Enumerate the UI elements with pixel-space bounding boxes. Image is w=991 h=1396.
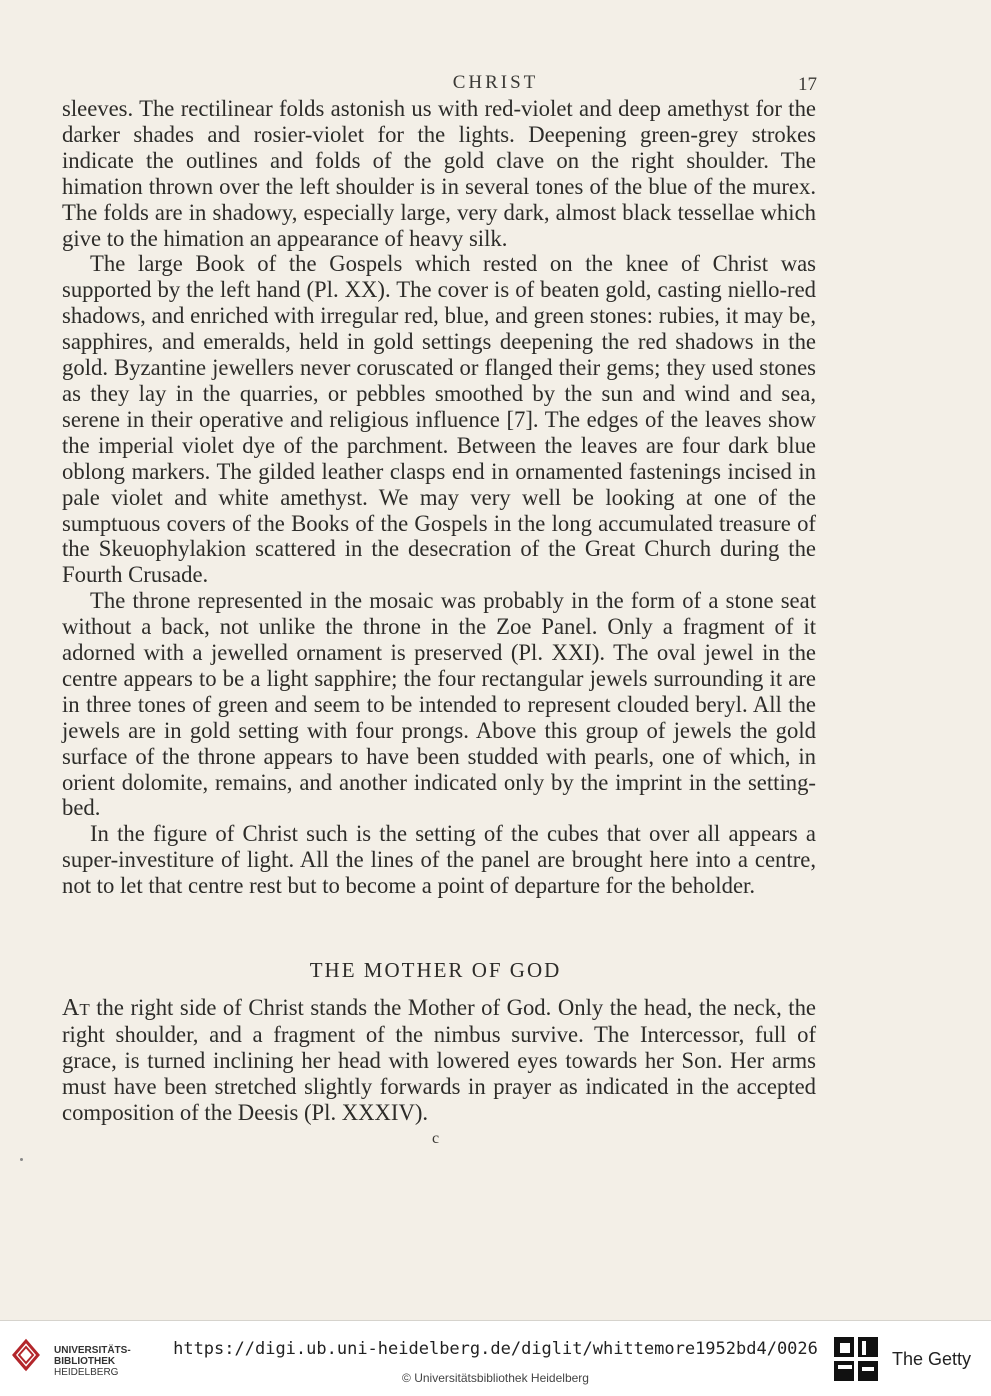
section-paragraph — [62, 995, 816, 1126]
signature-mark: c — [431, 1130, 440, 1147]
paragraph-2: The large Book of the Gospels which rested on the knee of Christ was supported by the left hand (Pl. XX). The cover is of beaten gold, casting niello-red shadows, and enriched with irregular red, blue, and green stones: rubies, it may be, sapphires, and emeralds, held in gold settings deepening the red shadows in the gold. Byzantine jewellers never coruscated or flanged their gems; they used stones as they lay in the quarries, or pebbles smoothed by the sun and wind and sea, serene in their operative and religious influence [7]. The edges of the leaves show the imperial violet dye of the parchment. Between the leaves are four dark blue oblong markers. The gilded leather clasps end in ornamented fastenings incised in pale violet and white amethyst. We may very well be looking at one of the sumptuous covers of the Books of the Gospels in the long accumulated treasure of the Skeuophylakion scattered in the desecration of the Great Church during the Fourth Crusade. — [62, 251, 816, 588]
section-heading: THE MOTHER OF GOD — [309, 958, 562, 982]
paragraph-1: sleeves. The rectilinear folds astonish us with red-violet and deep amethyst for the darker shades and rosier-violet for the lights. Deepening green-grey strokes indicate the outlines and folds of the gold clave on the right shoulder. The himation thrown over the left shoulder is in several tones of the blue of the murex. The folds are in shadowy, especially large, very dark, almost black tessellae which give to the himation an appearance of heavy silk. — [62, 96, 816, 251]
running-title: CHRIST — [452, 72, 539, 93]
library-name-line3: HEIDELBERG — [54, 1367, 119, 1378]
paragraph-4: In the figure of Christ such is the setting of the cubes that over all appears a super-investiture of light. All the lines of the panel are brought here into a centre, not to let that centre rest but to become a point of departure for the beholder. — [62, 821, 816, 899]
paragraph-3: The throne represented in the mosaic was probably in the form of a stone seat without a back, not unlike the throne in the Zoe Panel. Only a fragment of it adorned with a jewelled ornament is preserved (Pl. XXI). The oval jewel in the centre appears to be a light sapphire; the four rectangular jewels surrounding it are in three tones of green and seem to be intended to represent clouded beryl. All the jewels are in gold setting with four prongs. Above this group of jewels the gold surface of the throne appears to have been studded with pearls, one of which, in orient dolomite, remains, and another indicated only by the imprint in the setting-bed. — [62, 588, 816, 821]
lead-caps: At — [62, 995, 90, 1021]
page-number: 17 — [798, 74, 817, 95]
getty-logo-icon[interactable] — [832, 1335, 880, 1383]
footer-bar — [0, 1320, 991, 1396]
section-paragraph-text: the right side of Christ stands the Mother of God. Only the head, the neck, the right shoulder, and a fragment of the nimbus survive. The Intercessor, full of grace, is turned inclining her head with lowered eyes towards her Son. Her arms must have been stretched slightly forwards in prayer as indicated in the accepted composition of the Deesis (Pl. XXXIV). — [62, 995, 816, 1125]
partner-name: The Getty — [892, 1349, 972, 1369]
permalink-url[interactable]: https://digi.ub.uni-heidelberg.de/diglit/whittemore1952bd4/0026 — [173, 1339, 818, 1359]
page-speck — [20, 1158, 23, 1161]
body-text — [62, 96, 816, 899]
library-name-line2: BIBLIOTHEK — [54, 1356, 116, 1367]
library-name-line1: UNIVERSITÄTS- — [54, 1345, 131, 1356]
copyright-notice: © Universitätsbibliothek Heidelberg — [402, 1371, 589, 1385]
